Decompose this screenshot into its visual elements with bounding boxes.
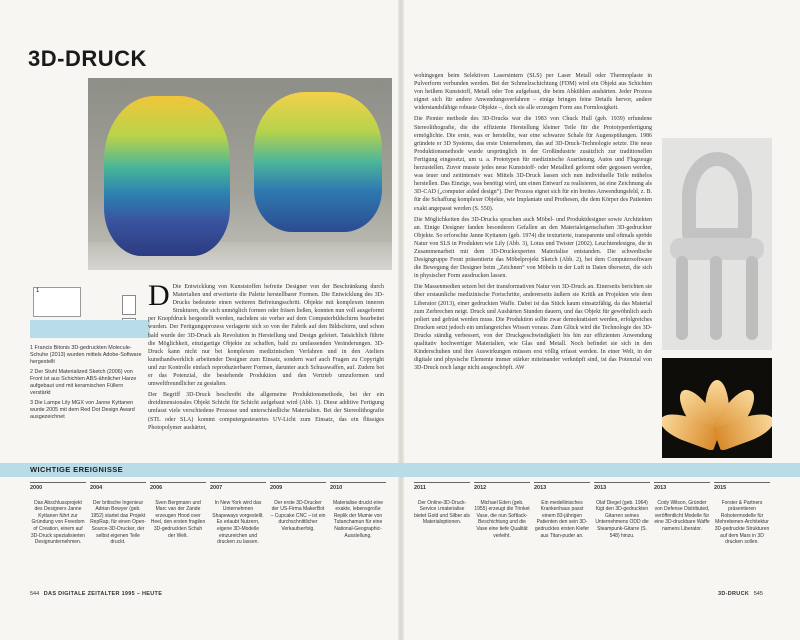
timeline-item: 2015 Forster & Partners präsentieren Robotermodelle für Mehrebenen-Architektur 3D-gedruckte Strukturen auf dem Mars in 3D drucken sollen.: [714, 482, 770, 546]
body-column-right: [414, 72, 652, 456]
timeline-item: 2011 Der Online-3D-Druck-Service i.materialise bietet Gold und Silber als Materialoptionen.: [414, 482, 470, 526]
timeline-item: 2006 Sven Bergmann und Marc van der Zande erzeugen Hood over Heel, den ersten fragilen 3D-gedruckten Schuh der Welt.: [150, 482, 206, 539]
figure-thumbnail-1: [33, 287, 81, 317]
timeline-item: 2010 Materialise druckt eine exakte, lebensgroße Replik der Mumie von Tutanchamun für eine National-Geographic-Ausstellung.: [330, 482, 386, 539]
caption-3: 3 Die Lampe Lily MGX von Janne Kyttanen wurde 2005 mit dem Red Dot Design Award ausgezeichnet: [30, 400, 135, 420]
photo-lily-lamp: [662, 358, 772, 458]
figure-label-1: 1: [36, 288, 40, 294]
footer-right: [718, 591, 763, 597]
timeline-heading: WICHTIGE EREIGNISSE: [30, 465, 124, 474]
drop-cap: D: [148, 283, 170, 312]
figure-captions: [30, 345, 142, 424]
body-column-left: [148, 283, 384, 455]
timeline-item: 2013 Cody Wilson, Gründer von Defense Distributed, veröffentlicht Modelle für eine 3D-druckbare Waffe namens Liberator.: [654, 482, 710, 533]
page-number-left: 544: [30, 591, 40, 597]
body-paragraph: Die Möglichkeiten des 3D-Drucks sprachen auch Möbel- und Produktdesigner sowie Architekten an. Einige Designer fanden besonderen Gefallen an den Materialeigenschaften 3D-gedruckter Objekte. So erforschte Janne Kyttanen (geb. 1974) die texturierte, transparente und oftmals spröde Natur von SLS in Produkten wie Lily (Abb. 3), Lotus und Twister (2002). Leuchtendesigns, die in Zusammenarbeit mit dem 3D-Druckexperten Materialise entstanden. Die schwedische Designgruppe Front präsentierte das Möbelprojekt Sketch (Abb. 2), bei dem Computersoftware die Bewegung der Designer beim „Zeichnen“ von Möbeln in der Luft in Daten übersetzt, die sich in physischer Form ausdrucken lassen.: [414, 216, 652, 280]
chair-leg: [710, 256, 722, 340]
timeline-item: 2013 Olaf Diegel (geb. 1964) fügt den 3D-gedruckten Gitarren seines Unternehmens ODD die Steampunk-Gitarre (S. 548) hinzu.: [594, 482, 650, 539]
body-paragraph: Die Pionier methode des 3D-Drucks war die 1983 von Chuck Hull (geb. 1939) erfundene Stereolithografie, die die effiziente Herstellung kleiner Teile für die Prototypenfertigung ermöglichte. Die erste, was er herstellte, war eine schwarze Schale für Augenspülungen. 1986 gründete er 3D Systems, das erste Unternehmen, das auf 3D-Druck-Technologie setzte. Die neue Produktionsmethode wurde ursprünglich in der Großindustrie zusätzlich zur traditionellen Fertigung eingesetzt, um u. a. Prototypen für medizinische Ausrüstung, Autos und Flugzeuge herzustellen. Zuvor musste jedes neue Kunststoff- oder Metallteil geformt oder gegossen werden, was teuer und zeitintensiv war. Mittels 3D-Druck lassen sich nun individuelle Teile mühelos herstellen. Das Einzige, was benötigt wird, um einen Entwurf zu realisieren, ist eine Zeichnung als 3D-CAD („computer aided design“). Der Prozess eignet sich für ein breites Anwendungsfeld, z. B. für die Schaffung komplexer Objekte, wie Implantate und Prothesen, die dem Körper des Patienten exakt angepasst werden (S. 550).: [414, 116, 652, 212]
chair-leg: [676, 256, 688, 340]
body-paragraph: Die Entwicklung von Kunststoffen befreite Designer von der Beschränkung durch Materialien und erweiterte die Palette herstellbarer Formen. Die Entwicklung des 3D-Drucks bedeutete einen weiteren Befreiungsschritt. Objekte mit komplexen inneren Strukturen, die sich unmöglich formen oder fräsen ließen, konnten nun voll ausgeformt per Knopfdruck hergestellt werden, nachdem sie vorher auf dem Computerbildschirm bearbeitet wurden. Der Fertigungsprozess verlagerte sich so von der Fabrik auf den Bildschirm, und schon bald wurde der 3D-Druck als Revolution in Herstellung und Design gefeiert. Tatsächlich führte die Möglichkeit, einzigartige Objekte zu schaffen, bald zu umfassenden Veränderungen. 3D-Druck kann nicht nur bei komplexen medizinischen Verfahren und in den Ateliers kunsthandwerklich arbeitender Designer zum Einsatz, sondern warf auch Fragen zu Copyright und zur Kontrolle einfach reproduzierbarer Formen, darunter auch Schusswaffen, auf. Zudem bot er das Potenzial, die bestehende Produktion und den Vertrieb umzuformen und umweltfreundlicher zu gestalten.: [148, 284, 384, 388]
body-paragraph: Der Begriff 3D-Druck beschreibt die allgemeine Produktionsmethode, bei der ein dreidimensionales Objekt Schicht für Schicht aufgebaut wird (Abb. 1). Diese additive Fertigung umfasst viele verschiedene Prozesse und unterschiedliche Materialien. Bei der Stereolithografie (STL oder SLA) kommt computergesteuertes UV-Licht zum Einsatz, das ein flüssiges Photopolymer aushärtet,: [148, 392, 384, 431]
running-head-right: 3D-DRUCK: [718, 591, 750, 597]
chair-back: [682, 152, 752, 242]
timeline-item: 2000 Das Abschlussprojekt des Designers Janne Kyttanen führt zur Gründung von Freedom of Creation, einem auf 3D-Druck spezialisierten Designunternehmen.: [30, 482, 86, 546]
caption-1: 1 Francis Bitonis 3D-gedruckten Molecule-Schuhe (2013) wurden mittels Adobe-Software hergestellt: [30, 345, 142, 365]
photo-sketch-chair: [662, 138, 772, 350]
timeline-item: 2009 Der erste 3D-Drucker der US-Firma MakerBot – Cupcake CNC – ist ein durchschnittlicher Verkaufserfolg.: [270, 482, 326, 533]
body-paragraph: Die Massenmedien setzen bei der transformativen Natur von 3D-Druck an. Einerseits berichten sie über erstaunliche medizinische Fortschritte, andererseits äußern sie Kritik an Projekten wie dem Liberator (2013), einer gedruckten Waffe. Dabei ist das Stück kaum einsatzfähig, da das Material zum Zerbrechen neigt. Druck und Aushärten Stunden dauern, und das Objekt für gewöhnlich auch poliert und gefräst werden muss. Die Produktion sollte zwar demokratisiert werden, erfolgreiches Drucken setzt jedoch ein umfangreiches Wissen voraus. Zum Glück wird die Technologie des 3D-Drucks ständig verbessert, von der Druckgeschwindigkeit bis hin zur effizienten Anwendung qualitativ hochwertiger Materialien, wie Glas und Metall. Noch befindet sie sich in den Kinderschuhen und ihre Auswirkungen müssen erst völlig erfasst werden. In einer Welt, in der digitale und physische Elemente immer stärker miteinander verknüpft sind, ist das Potenzial von 3D-Druck noch lange nicht ausgeschöpft. AW: [414, 284, 652, 372]
shoe-left: [104, 96, 230, 256]
timeline-item: 2004 Der britische Ingenieur Adrian Bowyer (geb. 1952) startet das Projekt RepRap, für einen Open-Source-3D-Drucker, der selbst eigenen Teile druckt.: [90, 482, 146, 546]
caption-2: 2 Der Stuhl Materialized Sketch (2006) von Front ist aus Schichten ABS-ähnlicher Harze aufgebaut und mit keramischen Füllern verstärkt: [30, 369, 137, 396]
timeline-item: 2012 Michael Eden (geb. 1955) erzeugt die Trinket Vase, die nun Softlack-Beschichtung und die Vase eine tiefe Qualität verleiht.: [474, 482, 530, 539]
chair-leg: [746, 256, 758, 340]
timeline-item: 2013 Ein medellinisches Krankenhaus passt einem 83-jährigen Patienten den sein 3D-gedrucktes ersten Kiefer aus Titan-puder an.: [534, 482, 590, 539]
figure-thumbnail-2: [122, 295, 136, 315]
body-paragraph: wohingegen beim Selektiven Lasersintern (SLS) per Laser Metall oder Thermoplaste in Pulverform verbunden werden. Bei der Schmelzschichtung (FDM) wird ein Objekt aus Schichten von heißem Kunststoff, Metall oder Ton aufgebaut, die beim Abkühlen aushärten. Jeder Prozess eignet sich für andere Anwendungsverfahren – einige bringen feine Details hervor, andere widerstandsfähige robuste Objekte –, doch sie alle erzeugen Form aus Formlosigkeit.: [414, 73, 652, 112]
photo-3d-printed-shoes: [88, 78, 392, 270]
gutter: [398, 0, 404, 640]
page-title: 3D-DRUCK: [28, 46, 147, 71]
caption-accent-bar: [30, 320, 150, 338]
running-head-left: DAS DIGITALE ZEITALTER 1995 – HEUTE: [43, 591, 163, 597]
timeline-item: 2007 In New York wird das Unternehmen Shapeways vorgestellt. Es erlaubt Nutzern, eigene 3D-Modelle einzureichen und drucken zu lassen.: [210, 482, 266, 546]
page-number-right: 545: [753, 591, 763, 597]
footer-left: [30, 591, 162, 597]
timeline-header: [0, 463, 800, 477]
shoe-right: [254, 92, 382, 232]
